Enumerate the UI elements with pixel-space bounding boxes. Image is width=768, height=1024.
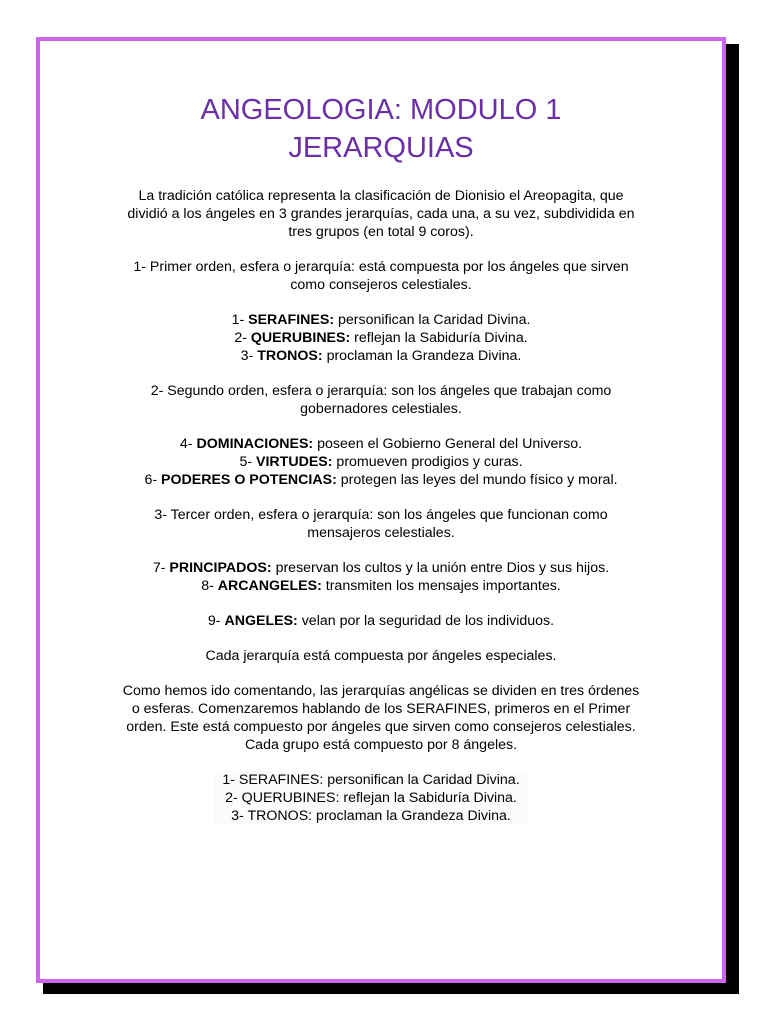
ninth-choir [40,612,722,630]
choir-description: protegen las leyes del mundo físico y moral. [336,472,618,488]
second-order-choirs [40,435,722,489]
text-line: orden. Este está compuesto por ángeles que sirven como consejeros celestiales. [126,719,636,735]
choir-description: promueven prodigios y curas. [332,454,523,470]
choir-item [100,347,662,365]
choir-item [100,329,662,347]
text-line: gobernadores celestiales. [300,401,462,417]
choir-item [100,471,662,489]
choir-number: 5- [239,454,257,470]
page-frame [36,37,726,983]
first-order-paragraph [40,258,722,294]
choir-number: 4- [179,436,197,452]
text-line: 1- Primer orden, esfera o jerarquía: está compuesta por los ángeles que sirven [133,259,629,275]
list-item: 1- SERAFINES: personifican la Caridad Divina. [222,772,520,788]
choir-description: proclaman la Grandeza Divina. [322,348,522,364]
special-angels-paragraph [40,647,722,665]
choir-number: 1- [231,312,249,328]
text-line: dividió a los ángeles en 3 grandes jerarquías, cada una, a su vez, subdividida en [127,206,635,222]
text-line: Cada grupo está compuesto por 8 ángeles. [244,737,518,753]
closing-paragraph [40,682,722,754]
text-line: tres grupos (en total 9 coros). [288,224,474,240]
choir-item [100,612,662,630]
text-line: 3- Tercer orden, esfera o jerarquía: son los ángeles que funcionan como [154,507,608,523]
choir-description: reflejan la Sabiduría Divina. [350,330,528,346]
choir-number: 6- [144,472,161,488]
choir-name: ARCANGELES: [217,578,322,594]
choir-number: 2- [234,330,251,346]
list-item: 3- TRONOS: proclaman la Grandeza Divina. [231,808,511,824]
choir-number: 7- [152,560,170,576]
second-order-paragraph [40,382,722,418]
text-line: o esferas. Comenzaremos hablando de los SERAFINES, primeros en el Primer [131,701,631,717]
choir-name: DOMINACIONES: [196,436,314,452]
choir-name: SERAFINES: [248,312,335,328]
choir-number: 9- [207,613,225,629]
list-item: 2- QUERUBINES: reflejan la Sabiduría Divina. [225,790,517,806]
choir-description: poseen el Gobierno General del Universo. [313,436,583,452]
first-order-choirs [40,311,722,365]
text-line: Como hemos ido comentando, las jerarquías angélicas se dividen en tres órdenes [122,683,640,699]
text-line: como consejeros celestiales. [290,277,472,293]
document-body [40,91,722,842]
choir-name: TRONOS: [257,348,323,364]
plain-list-block [214,771,527,825]
text-line: Cada jerarquía está compuesta por ángeles especiales. [205,648,557,664]
text-line: La tradición católica representa la clasificación de Dionisio el Areopagita, que [138,188,624,204]
intro-paragraph [40,187,722,241]
choir-name: VIRTUDES: [256,454,333,470]
choir-name: QUERUBINES: [250,330,351,346]
choir-item [100,453,662,471]
title-line: ANGEOLOGIA: MODULO 1 [200,94,562,126]
choir-description: personifican la Caridad Divina. [334,312,531,328]
choir-description: preservan los cultos y la unión entre Dios y sus hijos. [271,560,610,576]
third-order-choirs [40,559,722,595]
choir-item [100,435,662,453]
choir-item [100,577,662,595]
choir-description: velan por la seguridad de los individuos. [297,613,555,629]
text-line: mensajeros celestiales. [307,525,455,541]
choir-item [100,311,662,329]
page-title [40,91,722,167]
title-line: JERARQUIAS [288,132,474,164]
choir-name: PODERES O POTENCIAS: [161,472,337,488]
choir-name: ANGELES: [224,613,298,629]
choir-item [100,559,662,577]
choir-number: 3- [240,348,258,364]
third-order-paragraph [40,506,722,542]
choir-description: transmiten los mensajes importantes. [321,578,561,594]
plain-choir-list [40,771,722,825]
text-line: 2- Segundo orden, esfera o jerarquía: son los ángeles que trabajan como [150,383,612,399]
choir-name: PRINCIPADOS: [169,560,272,576]
choir-number: 8- [201,578,218,594]
